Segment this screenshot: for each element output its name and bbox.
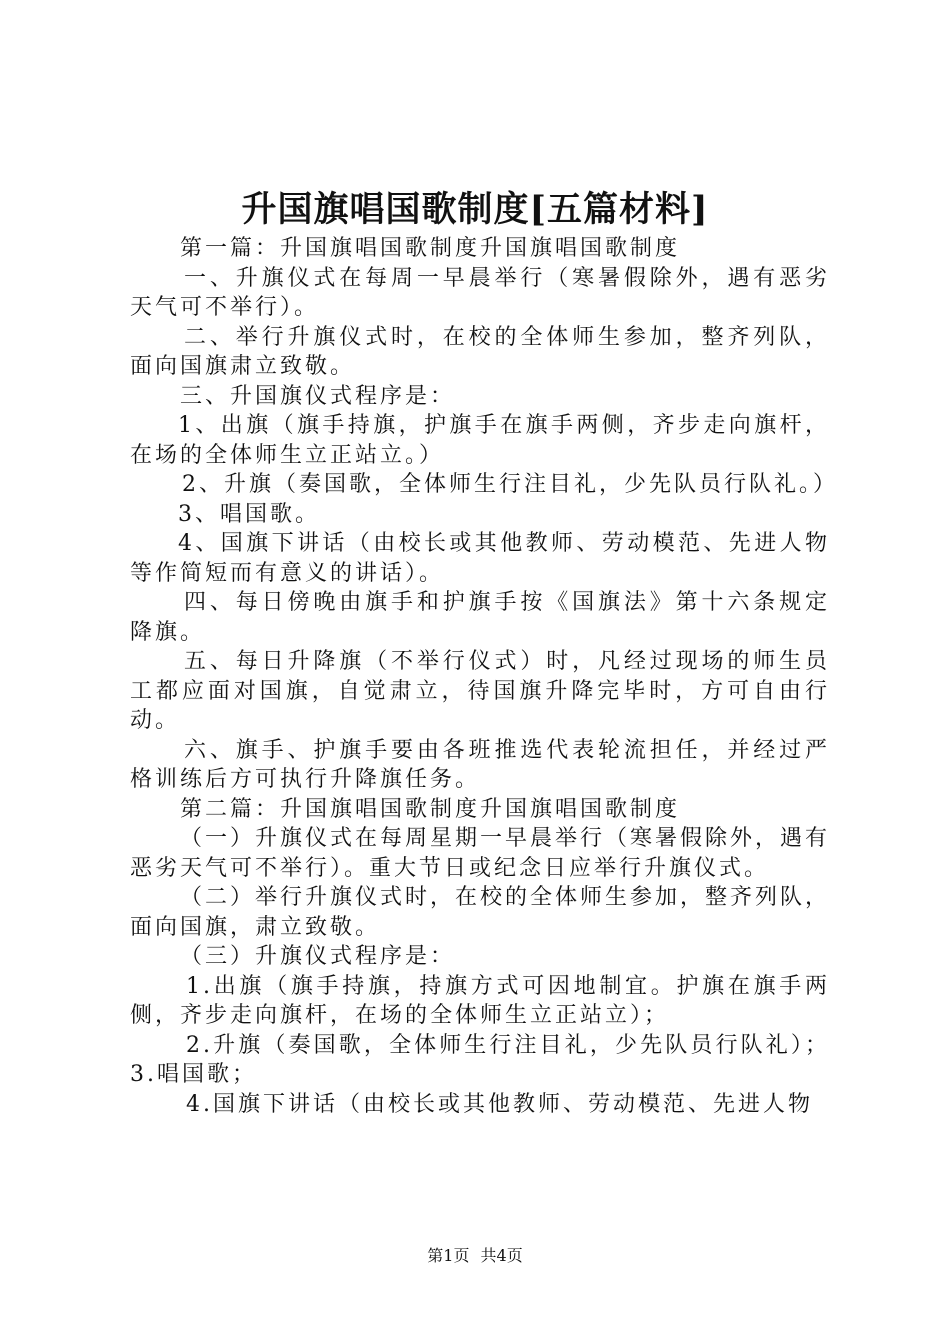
paragraph: （三）升旗仪式程序是： <box>180 944 456 969</box>
paragraph: 2、升旗（奏国歌，全体师生行注目礼，少先队员行队礼。） <box>182 472 838 497</box>
paragraph: 三、升国旗仪式程序是： <box>180 383 456 409</box>
page-number: 第1页 <box>427 1246 470 1265</box>
paragraph: 四、每日傍晚由旗手和护旗手按《国旗法》第十六条规定降旗。 <box>130 590 830 645</box>
paragraph: 4.国旗下讲话（由校长或其他教师、劳动模范、先进人物 <box>186 1091 813 1117</box>
paragraph: 1.出旗（旗手持旗，持旗方式可因地制宜。护旗在旗手两侧，齐步走向旗杆，在场的全体师生立正站立）； <box>130 973 830 1028</box>
paragraph: 第一篇：升国旗唱国歌制度升国旗唱国歌制度 <box>180 236 681 261</box>
paragraph: 2.升旗（奏国歌，全体师生行注目礼，少先队员行队礼）；3.唱国歌； <box>130 1032 830 1087</box>
paragraph: （二）举行升旗仪式时，在校的全体师生参加，整齐列队，面向国旗，肃立致敬。 <box>130 885 831 940</box>
paragraph: 一、升旗仪式在每周一早晨举行（寒暑假除外，遇有恶劣天气可不举行）。 <box>130 265 830 320</box>
page-title: 升国旗唱国歌制度[五篇材料] <box>241 189 709 230</box>
page-total: 共4页 <box>480 1246 523 1265</box>
paragraph: 五、每日升降旗（不举行仪式）时，凡经过现场的师生员工都应面对国旗，自觉肃立，待国旗升降完毕时，方可自由行动。 <box>130 649 830 733</box>
paragraph: （一）升旗仪式在每周星期一早晨举行（寒暑假除外，遇有恶劣天气可不举行）。重大节日或纪念日应举行升旗仪式。 <box>130 826 831 881</box>
paragraph: 1、出旗（旗手持旗，护旗手在旗手两侧，齐步走向旗杆，在场的全体师生立正站立。） <box>130 413 830 468</box>
paragraph: 第二篇：升国旗唱国歌制度升国旗唱国歌制度 <box>180 796 681 822</box>
paragraph: 4、国旗下讲话（由校长或其他教师、劳动模范、先进人物等作简短而有意义的讲话）。 <box>130 531 830 586</box>
paragraph: 二、举行升旗仪式时，在校的全体师生参加，整齐列队，面向国旗肃立致敬。 <box>130 324 830 379</box>
paragraph: 3、唱国歌。 <box>178 501 320 527</box>
page-footer <box>0 1244 950 1268</box>
paragraph: 六、旗手、护旗手要由各班推选代表轮流担任，并经过严格训练后方可执行升降旗任务。 <box>130 737 830 792</box>
document-body <box>130 234 838 1119</box>
